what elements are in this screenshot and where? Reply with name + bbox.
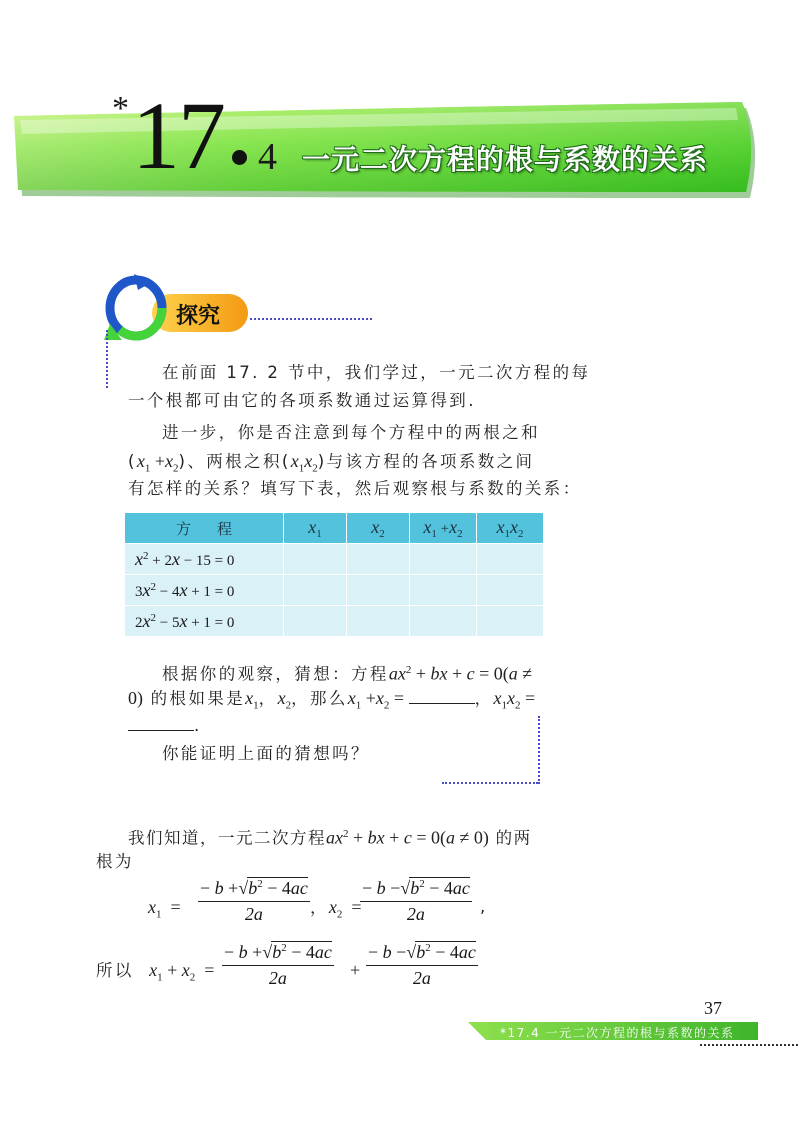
section-title: 一元二次方程的根与系数的关系 (302, 143, 709, 176)
equation-cell: $2x^2 - 5x + 1 = 0$ (125, 606, 284, 637)
product-input-cell[interactable] (477, 544, 544, 575)
dotted-line-right (538, 716, 540, 784)
so-label: 所以 $x_1 + x_2$ = (96, 960, 215, 984)
table-row (125, 606, 544, 637)
header-sum: $x_1 +x_2$ (410, 513, 477, 544)
header-x2: $x_2$ (347, 513, 410, 544)
table-row (125, 544, 544, 575)
sum-fraction-1: $\frac{- b +√b^2 - 4ac}{2a}$ (224, 942, 332, 988)
table-row (125, 575, 544, 606)
header-x1: $x_1$ (284, 513, 347, 544)
page-number: 37 (704, 998, 722, 1018)
x2-input-cell[interactable] (347, 575, 410, 606)
intro-line-4: $(x_1 +x_2)$、两根之积$(x_1x_2)$与该方程的各项系数之间 (128, 451, 535, 475)
product-blank[interactable] (128, 714, 194, 731)
x1-label: $x_1$ = (148, 897, 181, 921)
equation-cell: $x^2 + 2x - 15 = 0$ (125, 544, 284, 575)
header-equation: 方程 (125, 513, 284, 544)
chapter-number: 17 (132, 82, 224, 189)
guess-line-1: 根据你的观察，猜想：方程$ax^2$ + bx + c = 0(a ≠ (162, 663, 533, 684)
equation-cell: $3x^2 - 4x + 1 = 0$ (125, 575, 284, 606)
guess-line-2: 0) 的根如果是$x_1$，$x_2$，那么$x_1 +x_2$ = ，$x_1x_2$ = (128, 688, 536, 712)
product-input-cell[interactable] (477, 606, 544, 637)
x1-input-cell[interactable] (284, 606, 347, 637)
intro-line-5: 有怎样的关系？填写下表，然后观察根与系数的关系： (128, 479, 582, 498)
guess-line-3: . (128, 712, 202, 740)
section-number: 4 (258, 136, 277, 178)
x2-fraction: $\frac{- b -√b^2 - 4ac}{2a}$ (362, 878, 470, 924)
header-product: $x_1x_2$ (477, 513, 544, 544)
intro-line-1: 在前面 17. 2 节中，我们学过，一元二次方程的每 (162, 363, 591, 382)
sum-blank[interactable] (409, 687, 475, 704)
dotted-line-top (250, 318, 372, 320)
dotted-line-left (106, 330, 108, 388)
roots-coefficients-table (124, 512, 544, 637)
footer-section-title: *17.4 一元二次方程的根与系数的关系 (500, 1026, 735, 1040)
product-input-cell[interactable] (477, 575, 544, 606)
x2-label: ，$x_2$ = (310, 897, 362, 921)
sum-input-cell[interactable] (410, 606, 477, 637)
intro-line-2: 一个根都可由它的各项系数通过运算得到. (128, 391, 476, 410)
chapter-optional-star: * (112, 90, 129, 127)
explore-label: 探究 (176, 304, 221, 329)
sum-fraction-2: $\frac{- b -√b^2 - 4ac}{2a}$ (368, 942, 476, 988)
derivation-line-2: 根为 (96, 852, 134, 871)
dotted-line-bottom (442, 782, 538, 784)
sum-input-cell[interactable] (410, 544, 477, 575)
footer-dotted-line (700, 1044, 798, 1046)
x2-input-cell[interactable] (347, 606, 410, 637)
chapter-number-dot (232, 150, 247, 165)
x1-input-cell[interactable] (284, 544, 347, 575)
x1-fraction: $\frac{- b +√b^2 - 4ac}{2a}$ (200, 878, 308, 924)
intro-line-3: 进一步，你是否注意到每个方程中的两根之和 (162, 423, 540, 442)
x2-input-cell[interactable] (347, 544, 410, 575)
x1-input-cell[interactable] (284, 575, 347, 606)
proof-question: 你能证明上面的猜想吗？ (162, 744, 370, 763)
sum-input-cell[interactable] (410, 575, 477, 606)
derivation-line-1: 我们知道，一元二次方程$ax^2$ + bx + c = 0(a ≠ 0) 的两 (128, 827, 532, 848)
